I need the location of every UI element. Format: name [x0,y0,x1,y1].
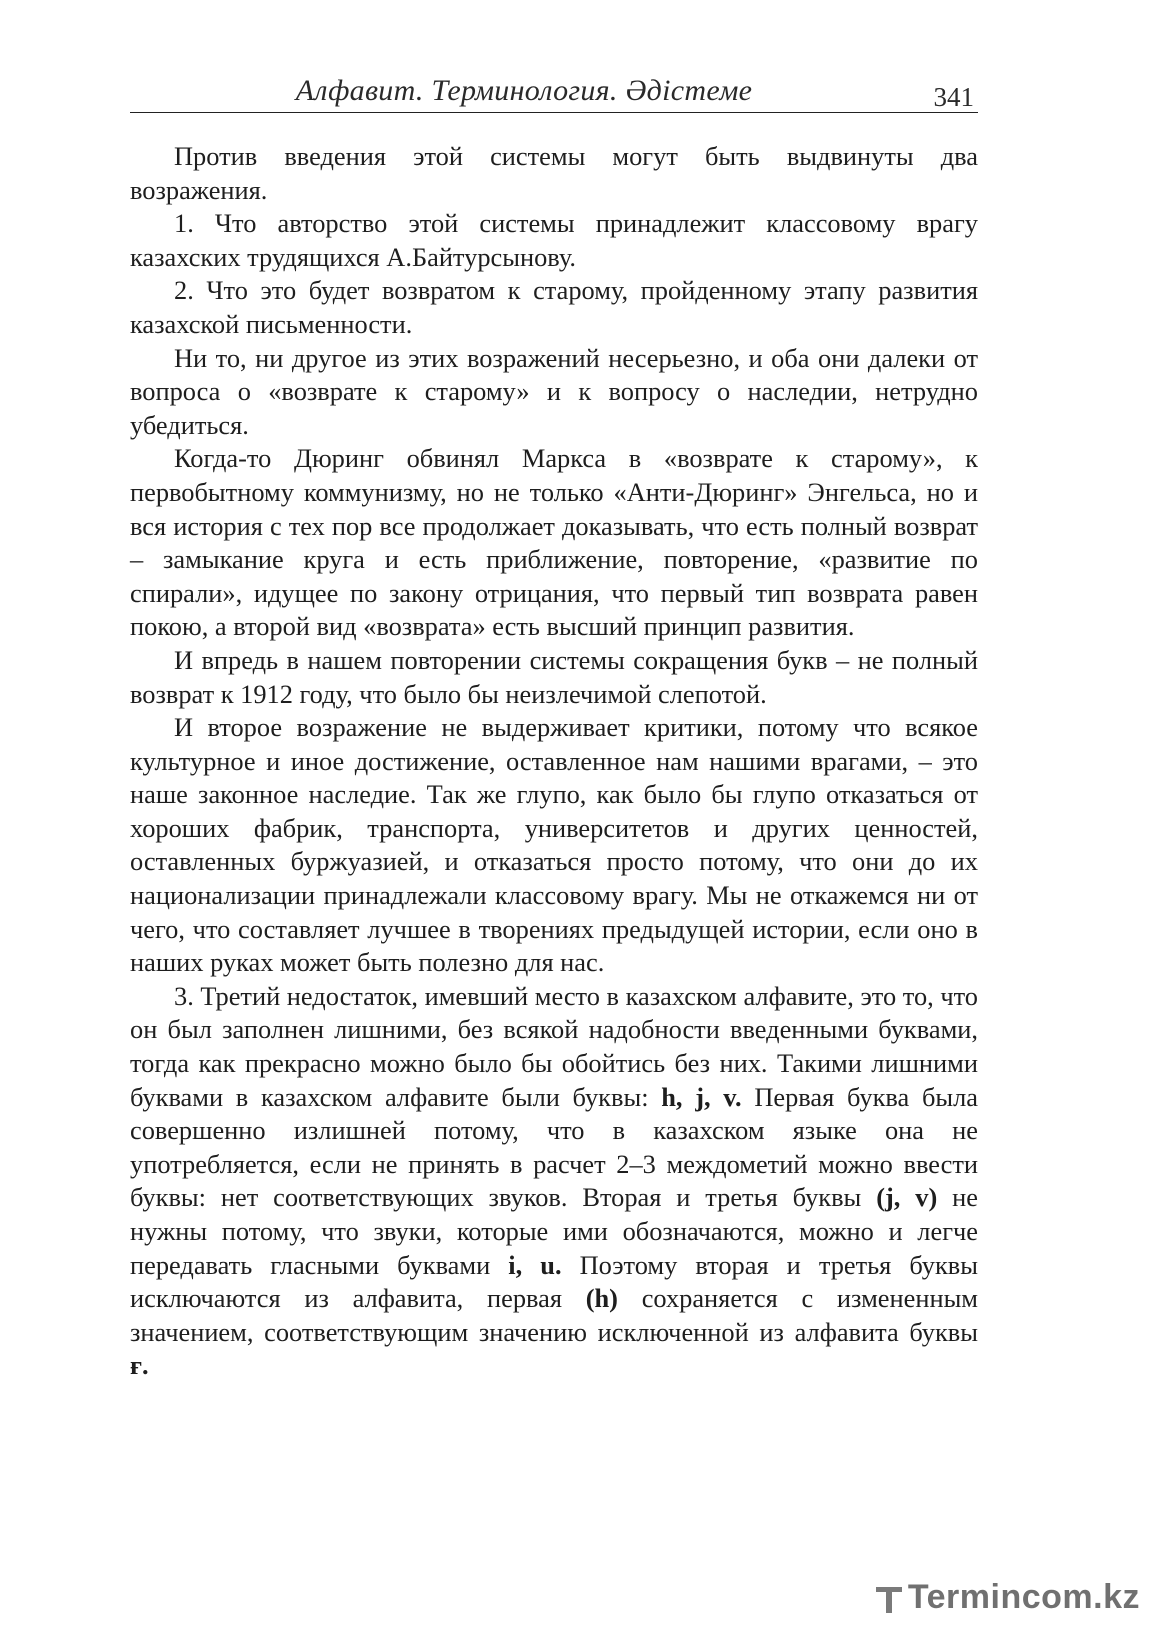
bold-letters: ғ. [130,1350,149,1381]
running-header [130,72,978,113]
paragraph-text: 3. Третий недостаток, имевший место в казахском алфавите, это то, что он был заполнен лишними, без всякой надобности введенными буквами, тогда как прекрасно можно было бы обойтись без них. Такими лишними буквами в казахском алфавите были буквы: [130,980,978,1112]
magnifier-icon [874,1581,906,1617]
paragraph: Когда-то Дюринг обвинял Маркса в «возврате к старому», к первобытному коммунизму, но не только «Анти-Дюринг» Энгельса, но и вся история с тех пор все продолжает доказывать, что есть полный возврат – замыкание круга и есть приближение, повторение, «развитие по спирали», идущее по закону отрицания, что первый тип возврата равен покою, а второй вид «возврата» есть высший принцип развития. [130,443,978,642]
paragraph-text: не нужны потому, что звуки, которые ими обозначаются, можно и легче передавать гласными буквами [130,1182,978,1280]
running-title: Алфавит. Терминология. Әдістеме [295,74,753,107]
bold-letters: h, j, v. [661,1081,742,1112]
paragraph [130,980,978,1383]
body-text [130,140,978,1383]
bold-letters: i, u. [508,1249,562,1280]
paragraph: 1. Что авторство этой системы принадлежит классовому врагу казахских трудящихся А.Байтурсынову. [130,208,978,272]
paragraph: Против введения этой системы могут быть выдвинуты два возражения. [130,141,978,205]
paragraph-text: Первая буква была совершенно излишней потому, что в казахском языке она не употребляется, если не принять в расчет 2–3 междометий можно ввести буквы: нет соответствующих звуков. Вторая и третья буквы [130,1081,978,1213]
paragraph: Ни то, ни другое из этих возражений несерьезно, и оба они далеки от вопроса о «возврате к старому» и к вопросу о наследии, нетрудно убедиться. [130,342,978,440]
paragraph-text: сохраняется с измененным значением, соответствующим значению исключенной из алфавита буквы [130,1283,978,1347]
page-number: 341 [933,82,974,112]
bold-letters: (h) [585,1283,618,1314]
watermark-text: Termincom.kz [907,1578,1140,1616]
paragraph-text: Поэтому вторая и третья буквы исключаются из алфавита, первая [130,1249,979,1314]
paragraph: И второе возражение не выдерживает критики, потому что всякое культурное и иное достижение, оставленное нам нашими врагами, – это наше законное наследие. Так же глупо, как было бы глупо отказаться от хороших фабрик, транспорта, университетов и других ценностей, оставленных буржуазией, и отказаться просто потому, что они до их национализации принадлежали классовому врагу. Мы не откажемся ни от чего, что составляет лучшее в творениях предыдущей истории, если оно в наших руках может быть полезно для нас. [130,712,978,978]
bold-letters: (j, v) [876,1182,938,1213]
paragraph: 2. Что это будет возвратом к старому, пройденному этапу развития казахской письменности. [130,275,978,339]
watermark-logo [874,1569,1140,1617]
paragraph: И впредь в нашем повторении системы сокращения букв – не полный возврат к 1912 году, что было бы неизлечимой слепотой. [130,644,978,709]
